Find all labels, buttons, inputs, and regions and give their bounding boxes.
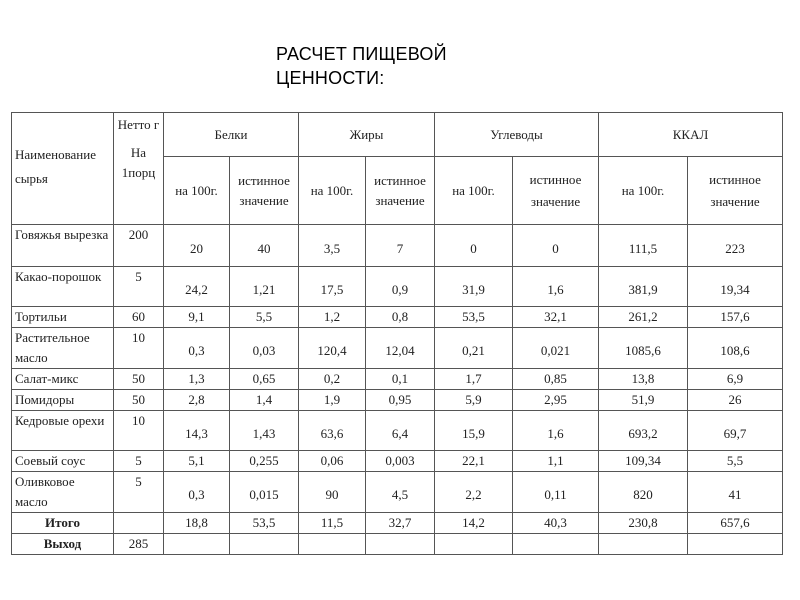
header-true-carbs: истинное значение	[513, 157, 599, 225]
row-value-c: 1,1	[513, 451, 599, 472]
row-value-k: 223	[688, 225, 783, 267]
row-name: Говяжья вырезка	[12, 225, 114, 267]
row-name: Какао-порошок	[12, 267, 114, 307]
row-netto: 5	[114, 451, 164, 472]
header-name: Наименование сырья	[12, 113, 114, 225]
row-value-k: 26	[688, 390, 783, 411]
total-netto	[114, 513, 164, 534]
header-group-fats: Жиры	[299, 113, 435, 157]
row-value-k: 6,9	[688, 369, 783, 390]
output-empty-cell	[435, 534, 513, 555]
output-empty-cell	[164, 534, 230, 555]
header-per100-fats: на 100г.	[299, 157, 366, 225]
row-value-b: 1,21	[230, 267, 299, 307]
row-value-c100: 0	[435, 225, 513, 267]
output-empty-cell	[299, 534, 366, 555]
row-value-b100: 24,2	[164, 267, 230, 307]
row-value-f100: 1,2	[299, 307, 366, 328]
row-value-k100: 693,2	[599, 411, 688, 451]
header-per100-kcal: на 100г.	[599, 157, 688, 225]
row-value-f: 12,04	[366, 328, 435, 369]
row-value-c: 1,6	[513, 411, 599, 451]
row-value-f: 0,1	[366, 369, 435, 390]
table-row	[12, 472, 783, 513]
output-netto: 285	[114, 534, 164, 555]
header-true-fats: истинное значение	[366, 157, 435, 225]
row-value-k: 157,6	[688, 307, 783, 328]
table-row	[12, 390, 783, 411]
row-value-c100: 31,9	[435, 267, 513, 307]
total-value-f100: 11,5	[299, 513, 366, 534]
row-value-k: 41	[688, 472, 783, 513]
row-value-k100: 13,8	[599, 369, 688, 390]
row-value-k: 69,7	[688, 411, 783, 451]
row-value-c: 1,6	[513, 267, 599, 307]
row-value-c: 0,11	[513, 472, 599, 513]
total-value-f: 32,7	[366, 513, 435, 534]
row-name: Тортильи	[12, 307, 114, 328]
row-value-f: 0,95	[366, 390, 435, 411]
row-value-b: 0,65	[230, 369, 299, 390]
row-value-b: 0,255	[230, 451, 299, 472]
output-label: Выход	[12, 534, 114, 555]
output-empty-cell	[366, 534, 435, 555]
table-row	[12, 328, 783, 369]
row-value-c100: 1,7	[435, 369, 513, 390]
row-value-b: 0,03	[230, 328, 299, 369]
row-value-k100: 381,9	[599, 267, 688, 307]
row-value-b: 5,5	[230, 307, 299, 328]
total-value-c100: 14,2	[435, 513, 513, 534]
row-value-b100: 2,8	[164, 390, 230, 411]
row-value-b100: 9,1	[164, 307, 230, 328]
output-empty-cell	[513, 534, 599, 555]
header-per100-carbs: на 100г.	[435, 157, 513, 225]
row-value-c: 0,021	[513, 328, 599, 369]
total-value-b: 53,5	[230, 513, 299, 534]
row-value-k100: 111,5	[599, 225, 688, 267]
header-group-carbs: Углеводы	[435, 113, 599, 157]
row-value-f100: 90	[299, 472, 366, 513]
total-row	[12, 513, 783, 534]
row-value-f100: 63,6	[299, 411, 366, 451]
header-netto-top: Нетто г	[117, 117, 160, 132]
row-value-b100: 5,1	[164, 451, 230, 472]
row-value-b: 0,015	[230, 472, 299, 513]
row-value-c: 0,85	[513, 369, 599, 390]
row-value-f100: 120,4	[299, 328, 366, 369]
output-empty-cell	[599, 534, 688, 555]
output-empty-cell	[230, 534, 299, 555]
row-netto: 50	[114, 390, 164, 411]
table-row	[12, 307, 783, 328]
total-value-b100: 18,8	[164, 513, 230, 534]
row-value-f: 7	[366, 225, 435, 267]
header-netto	[114, 113, 164, 225]
row-name: Салат-микс	[12, 369, 114, 390]
row-netto: 5	[114, 267, 164, 307]
row-value-f: 6,4	[366, 411, 435, 451]
row-netto: 10	[114, 328, 164, 369]
row-value-k100: 820	[599, 472, 688, 513]
row-value-b100: 1,3	[164, 369, 230, 390]
row-value-k: 108,6	[688, 328, 783, 369]
header-per100-proteins: на 100г.	[164, 157, 230, 225]
row-value-f100: 0,2	[299, 369, 366, 390]
row-value-b: 1,4	[230, 390, 299, 411]
table-row	[12, 225, 783, 267]
row-value-k100: 261,2	[599, 307, 688, 328]
row-name: Кедровые орехи	[12, 411, 114, 451]
total-value-k100: 230,8	[599, 513, 688, 534]
row-value-c: 32,1	[513, 307, 599, 328]
row-name: Помидоры	[12, 390, 114, 411]
total-value-c: 40,3	[513, 513, 599, 534]
header-netto-bottom: На 1порц	[121, 145, 156, 180]
row-value-c: 0	[513, 225, 599, 267]
title-line-2: ЦЕННОСТИ:	[276, 68, 385, 88]
row-value-b100: 0,3	[164, 328, 230, 369]
row-netto: 10	[114, 411, 164, 451]
header-true-kcal: истинное значение	[688, 157, 783, 225]
row-value-f: 0,8	[366, 307, 435, 328]
row-name: Растительное масло	[12, 328, 114, 369]
row-netto: 60	[114, 307, 164, 328]
row-value-b100: 14,3	[164, 411, 230, 451]
row-value-f: 0,9	[366, 267, 435, 307]
row-value-b100: 20	[164, 225, 230, 267]
title-line-1: РАСЧЕТ ПИЩЕВОЙ	[276, 44, 447, 64]
row-value-k100: 51,9	[599, 390, 688, 411]
output-empty-cell	[688, 534, 783, 555]
row-value-k100: 1085,6	[599, 328, 688, 369]
row-value-f100: 1,9	[299, 390, 366, 411]
row-value-b: 40	[230, 225, 299, 267]
header-row-groups	[12, 113, 783, 157]
row-name: Соевый соус	[12, 451, 114, 472]
nutrition-table	[11, 112, 783, 555]
row-value-f100: 17,5	[299, 267, 366, 307]
row-value-k: 19,34	[688, 267, 783, 307]
row-value-c100: 22,1	[435, 451, 513, 472]
total-value-k: 657,6	[688, 513, 783, 534]
row-value-c100: 0,21	[435, 328, 513, 369]
table-row	[12, 369, 783, 390]
row-value-c: 2,95	[513, 390, 599, 411]
row-value-c100: 15,9	[435, 411, 513, 451]
header-true-proteins: истинное значение	[230, 157, 299, 225]
row-name: Оливковое масло	[12, 472, 114, 513]
table-row	[12, 411, 783, 451]
row-value-c100: 5,9	[435, 390, 513, 411]
header-group-kcal: ККАЛ	[599, 113, 783, 157]
output-row	[12, 534, 783, 555]
row-netto: 5	[114, 472, 164, 513]
row-value-k: 5,5	[688, 451, 783, 472]
row-netto: 50	[114, 369, 164, 390]
row-value-c100: 53,5	[435, 307, 513, 328]
row-value-k100: 109,34	[599, 451, 688, 472]
row-value-f100: 3,5	[299, 225, 366, 267]
row-value-b: 1,43	[230, 411, 299, 451]
table-row	[12, 267, 783, 307]
header-group-proteins: Белки	[164, 113, 299, 157]
row-value-f: 4,5	[366, 472, 435, 513]
page-title	[276, 42, 447, 90]
row-value-f100: 0,06	[299, 451, 366, 472]
row-value-c100: 2,2	[435, 472, 513, 513]
row-netto: 200	[114, 225, 164, 267]
row-value-f: 0,003	[366, 451, 435, 472]
row-value-b100: 0,3	[164, 472, 230, 513]
table-row	[12, 451, 783, 472]
total-label: Итого	[12, 513, 114, 534]
